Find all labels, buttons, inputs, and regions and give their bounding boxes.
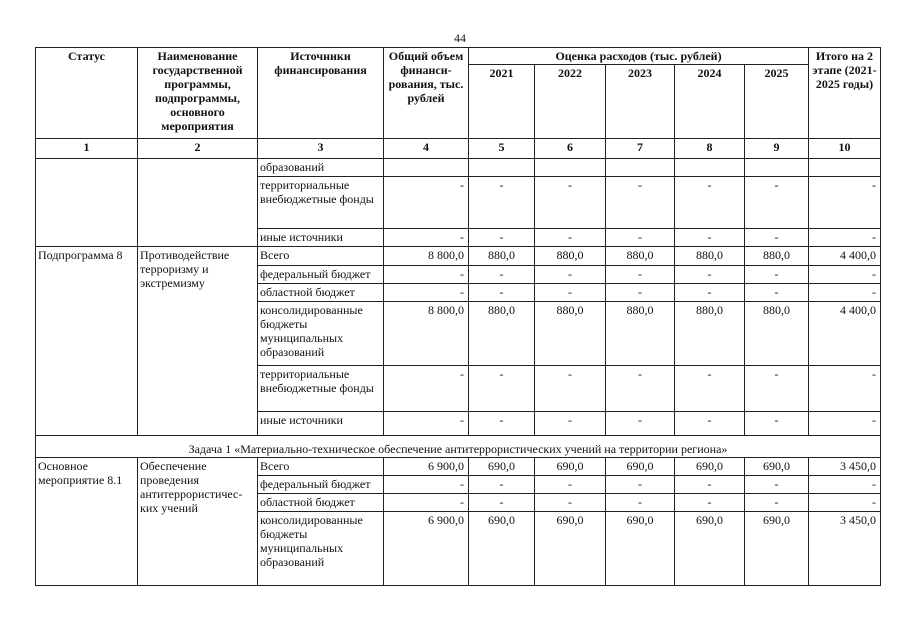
value-cell: -: [535, 266, 606, 284]
value-cell: -: [745, 229, 809, 247]
funding-source-cell: территориальные внебюджетные фонды: [258, 177, 384, 229]
value-cell: 690,0: [469, 458, 535, 476]
page-number: 44: [454, 31, 466, 45]
value-cell: -: [809, 266, 881, 284]
value-cell: 880,0: [535, 302, 606, 366]
value-cell: -: [675, 284, 745, 302]
value-cell: 690,0: [606, 458, 675, 476]
value-cell: -: [469, 412, 535, 436]
value-cell: -: [469, 284, 535, 302]
value-cell: -: [384, 284, 469, 302]
value-cell: 880,0: [745, 302, 809, 366]
value-cell: 690,0: [675, 458, 745, 476]
value-cell: -: [384, 366, 469, 412]
header-year: 2025: [745, 65, 809, 139]
main-event-status: Основное мероприятие 8.1: [36, 458, 138, 586]
value-cell: 690,0: [535, 512, 606, 586]
value-cell: -: [745, 494, 809, 512]
value-cell: 880,0: [606, 247, 675, 266]
value-cell: 690,0: [469, 512, 535, 586]
value-cell: 6 900,0: [384, 512, 469, 586]
subprogram-name: Противодействие терроризму и экстремизму: [138, 247, 258, 436]
main-event-name: Обеспечение проведения антитеррористичес-ких учений: [138, 458, 258, 586]
header-year: 2021: [469, 65, 535, 139]
column-number: 3: [258, 139, 384, 159]
value-cell: 6 900,0: [384, 458, 469, 476]
funding-source-cell: территориальные внебюджетные фонды: [258, 366, 384, 412]
value-cell: -: [745, 266, 809, 284]
value-cell: -: [535, 412, 606, 436]
value-cell: -: [469, 476, 535, 494]
value-cell: -: [745, 284, 809, 302]
value-cell: -: [675, 229, 745, 247]
status-cell-empty: [36, 159, 138, 247]
value-cell: -: [745, 177, 809, 229]
value-cell: -: [606, 229, 675, 247]
value-cell: -: [675, 476, 745, 494]
funding-source-cell: иные источники: [258, 229, 384, 247]
value-cell: -: [675, 266, 745, 284]
column-number: 9: [745, 139, 809, 159]
header-year: 2023: [606, 65, 675, 139]
value-cell: -: [809, 412, 881, 436]
value-cell: -: [809, 177, 881, 229]
header-status: Статус: [36, 48, 138, 139]
header-name: Наименование государственной программы, подпрограммы, основного мероприятия: [138, 48, 258, 139]
value-cell: -: [384, 412, 469, 436]
value-cell: 690,0: [745, 458, 809, 476]
column-number: 10: [809, 139, 881, 159]
value-cell: -: [675, 366, 745, 412]
value-cell: 3 450,0: [809, 512, 881, 586]
value-cell: 690,0: [535, 458, 606, 476]
value-cell: [469, 159, 535, 177]
value-cell: -: [469, 494, 535, 512]
value-cell: -: [606, 494, 675, 512]
value-cell: -: [469, 266, 535, 284]
value-cell: 690,0: [745, 512, 809, 586]
value-cell: [384, 159, 469, 177]
value-cell: 880,0: [469, 247, 535, 266]
subprogram-status: Подпрограмма 8: [36, 247, 138, 436]
value-cell: 880,0: [606, 302, 675, 366]
value-cell: -: [745, 366, 809, 412]
value-cell: -: [606, 412, 675, 436]
budget-table: [35, 47, 881, 586]
table-row: [36, 458, 881, 476]
value-cell: 880,0: [745, 247, 809, 266]
value-cell: -: [675, 494, 745, 512]
value-cell: [809, 159, 881, 177]
funding-source-cell: консолидированные бюджеты муниципальных образований: [258, 302, 384, 366]
table-row: [36, 247, 881, 266]
value-cell: -: [606, 284, 675, 302]
value-cell: -: [809, 284, 881, 302]
name-cell-empty: [138, 159, 258, 247]
value-cell: -: [809, 476, 881, 494]
task-row: [36, 436, 881, 458]
value-cell: -: [384, 476, 469, 494]
value-cell: 4 400,0: [809, 247, 881, 266]
funding-source-cell: Всего: [258, 247, 384, 266]
value-cell: -: [535, 229, 606, 247]
value-cell: -: [469, 229, 535, 247]
value-cell: 690,0: [675, 512, 745, 586]
header-year: 2022: [535, 65, 606, 139]
column-number: 1: [36, 139, 138, 159]
column-number: 7: [606, 139, 675, 159]
column-number: 4: [384, 139, 469, 159]
value-cell: [675, 159, 745, 177]
column-number: 8: [675, 139, 745, 159]
value-cell: -: [745, 476, 809, 494]
value-cell: -: [606, 177, 675, 229]
header-total: Общий объем финанси-рования, тыс. рублей: [384, 48, 469, 139]
value-cell: 8 800,0: [384, 247, 469, 266]
value-cell: -: [384, 229, 469, 247]
value-cell: -: [606, 476, 675, 494]
column-number: 5: [469, 139, 535, 159]
column-number-row: [36, 139, 881, 159]
funding-source-cell: Всего: [258, 458, 384, 476]
value-cell: -: [469, 366, 535, 412]
value-cell: -: [675, 177, 745, 229]
value-cell: -: [384, 177, 469, 229]
value-cell: -: [675, 412, 745, 436]
value-cell: 3 450,0: [809, 458, 881, 476]
value-cell: -: [606, 366, 675, 412]
value-cell: -: [535, 494, 606, 512]
value-cell: -: [745, 412, 809, 436]
funding-source-cell: областной бюджет: [258, 284, 384, 302]
funding-source-cell: федеральный бюджет: [258, 476, 384, 494]
task-title: Задача 1 «Материально-техническое обеспечение антитеррористических учений на территории региона»: [36, 436, 881, 458]
funding-source-cell: консолидированные бюджеты муниципальных образований: [258, 512, 384, 586]
value-cell: -: [809, 366, 881, 412]
value-cell: 880,0: [675, 302, 745, 366]
value-cell: 880,0: [535, 247, 606, 266]
value-cell: 8 800,0: [384, 302, 469, 366]
value-cell: -: [535, 366, 606, 412]
value-cell: -: [384, 494, 469, 512]
value-cell: -: [535, 476, 606, 494]
value-cell: -: [384, 266, 469, 284]
value-cell: 880,0: [675, 247, 745, 266]
funding-source-cell: иные источники: [258, 412, 384, 436]
header-year: 2024: [675, 65, 745, 139]
value-cell: -: [809, 494, 881, 512]
value-cell: [606, 159, 675, 177]
header-source: Источники финансирования: [258, 48, 384, 139]
column-number: 6: [535, 139, 606, 159]
value-cell: -: [469, 177, 535, 229]
table-row: [36, 159, 881, 177]
value-cell: [745, 159, 809, 177]
value-cell: 690,0: [606, 512, 675, 586]
value-cell: 4 400,0: [809, 302, 881, 366]
value-cell: -: [606, 266, 675, 284]
value-cell: -: [535, 177, 606, 229]
column-number: 2: [138, 139, 258, 159]
funding-source-cell: федеральный бюджет: [258, 266, 384, 284]
value-cell: [535, 159, 606, 177]
value-cell: -: [809, 229, 881, 247]
value-cell: -: [535, 284, 606, 302]
value-cell: 880,0: [469, 302, 535, 366]
header-estimate: Оценка расходов (тыс. рублей): [469, 48, 809, 65]
funding-source-cell: областной бюджет: [258, 494, 384, 512]
funding-source-cell: образований: [258, 159, 384, 177]
header-stage-total: Итого на 2 этапе (2021-2025 годы): [809, 48, 881, 139]
